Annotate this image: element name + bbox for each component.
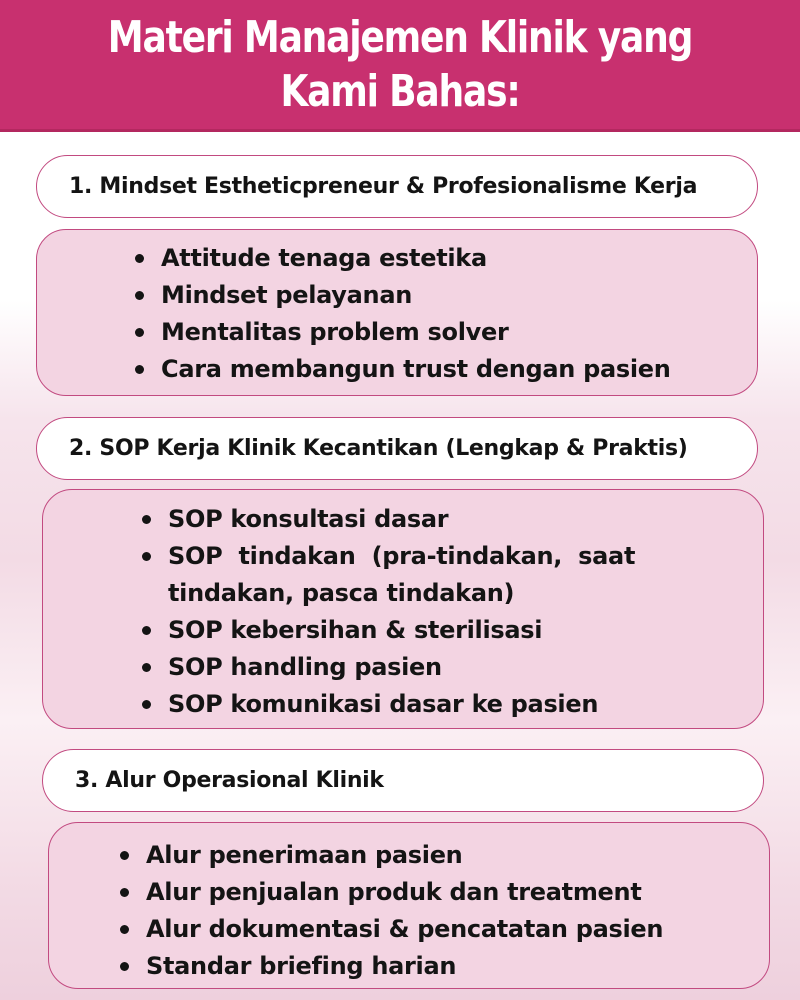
bullet-icon [135,365,144,374]
section-2-list-box [42,489,764,729]
bullet-icon [120,851,129,860]
bullet-icon [120,888,129,897]
bullet-icon [142,700,151,709]
bullet-icon [142,552,151,561]
list-item: Attitude tenaga estetika [135,240,757,277]
list-item: Mentalitas problem solver [135,314,757,351]
section-3-heading [42,749,764,812]
bullet-icon [142,626,151,635]
list-item: SOP handling pasien [142,649,723,686]
bullet-icon [135,254,144,263]
page-title: Materi Manajemen Klinik yang Kami Bahas: [107,11,693,117]
list-item: Alur penerimaan pasien [120,837,769,874]
list-item: Alur penjualan produk dan treatment [120,874,769,911]
list-item: SOP komunikasi dasar ke pasien [142,686,723,723]
section-2-heading [36,417,758,480]
section-3-list-box [48,822,770,989]
list-item: Mindset pelayanan [135,277,757,314]
section-1-list-box [36,229,758,396]
section-1-list [135,240,757,388]
section-2-list [142,501,723,723]
bullet-icon [120,925,129,934]
list-item: Alur dokumentasi & pencatatan pasien [120,911,769,948]
title-banner [0,0,800,132]
section-2-heading-text: 2. SOP Kerja Klinik Kecantikan (Lengkap & Praktis) [69,436,688,461]
section-3-list [120,837,769,985]
section-1-heading-text: 1. Mindset Estheticpreneur & Profesionalisme Kerja [69,174,698,199]
section-1-heading [36,155,758,218]
bullet-icon [120,962,129,971]
bullet-icon [135,291,144,300]
list-item: Standar briefing harian [120,948,769,985]
list-item: Cara membangun trust dengan pasien [135,351,757,388]
list-item: SOP tindakan (pra-tindakan, saat tindakan, pasca tindakan) [142,538,723,612]
bullet-icon [142,663,151,672]
section-3-heading-text: 3. Alur Operasional Klinik [75,768,384,793]
list-item: SOP kebersihan & sterilisasi [142,612,723,649]
bullet-icon [142,515,151,524]
list-item: SOP konsultasi dasar [142,501,723,538]
bullet-icon [135,328,144,337]
